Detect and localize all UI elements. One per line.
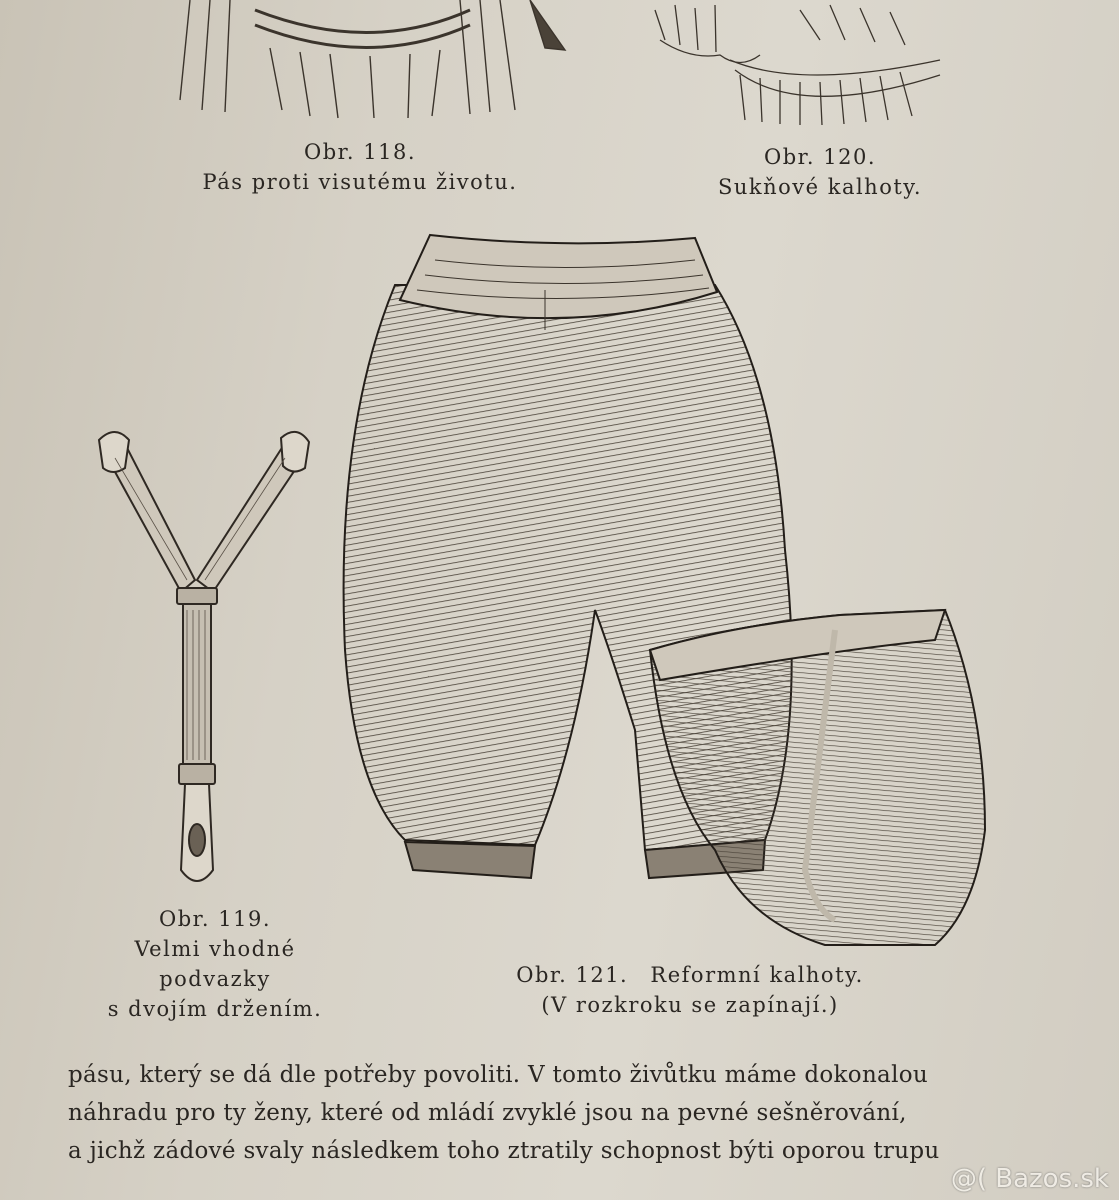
figure-121-heading bbox=[460, 960, 920, 990]
figure-121-trousers-illustration bbox=[335, 230, 1005, 950]
figure-120-number: Obr. 120. bbox=[764, 145, 876, 169]
figure-120-title: Sukňové kalhoty. bbox=[717, 175, 923, 199]
figure-119-number: Obr. 119. bbox=[159, 907, 271, 931]
body-line-2: náhradu pro ty ženy, které od mládí zvyklé jsou na pevné sešněrování, bbox=[68, 1100, 907, 1126]
figure-118-caption bbox=[130, 137, 590, 197]
figure-121-note: (V rozkroku se zapínají.) bbox=[541, 993, 839, 1017]
figure-120-ruffle-illustration bbox=[650, 0, 960, 130]
figure-118-number: Obr. 118. bbox=[304, 140, 416, 164]
body-paragraph bbox=[68, 1056, 1063, 1170]
figure-119-line-2: podvazky bbox=[159, 967, 271, 991]
body-line-1: pásu, který se dá dle potřeby povoliti. V tomto živůtku máme dokonalou bbox=[68, 1062, 928, 1088]
watermark: @( Bazos.sk bbox=[950, 1164, 1109, 1194]
figure-121-number: Obr. 121. bbox=[516, 963, 629, 987]
figure-119-line-1: Velmi vhodné bbox=[134, 937, 296, 961]
body-line-3: a jichž zádové svaly následkem toho ztratily schopnost býti oporou trupu bbox=[68, 1138, 940, 1164]
figure-119-line-3: s dvojím držením. bbox=[107, 997, 323, 1021]
figure-121-caption bbox=[460, 960, 920, 1020]
figure-121-title: Reformní kalhoty. bbox=[650, 963, 864, 987]
figure-119-garter-illustration bbox=[95, 430, 315, 895]
figure-119-caption bbox=[90, 904, 340, 1024]
figure-118-title: Pás proti visutému životu. bbox=[202, 170, 518, 194]
figure-120-caption bbox=[650, 142, 990, 202]
figure-118-belt-illustration bbox=[170, 0, 570, 120]
